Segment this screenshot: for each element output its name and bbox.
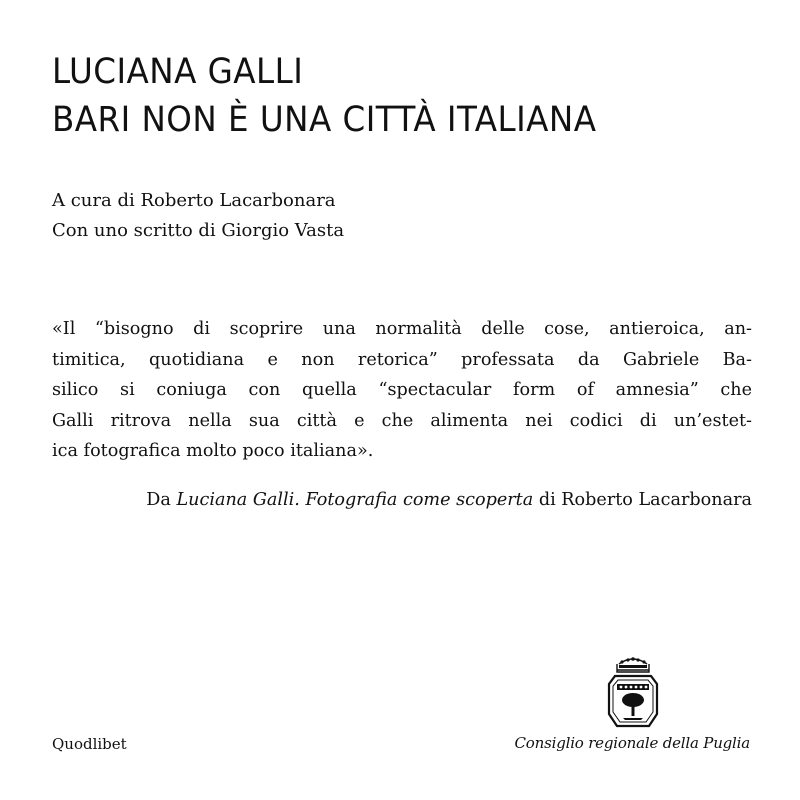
quote-block bbox=[52, 314, 752, 467]
quote-line: «Il “bisogno di scoprire una normalità delle cose, antieroica, an- bbox=[52, 319, 752, 339]
source-book-title: Luciana Galli. Fotografia come scoperta bbox=[176, 490, 534, 510]
publisher-name: Quodlibet bbox=[52, 735, 127, 753]
source-prefix: Da bbox=[146, 490, 171, 510]
author-name: LUCIANA GALLI bbox=[52, 52, 304, 92]
credits bbox=[52, 186, 344, 246]
book-title bbox=[52, 48, 772, 144]
quote-line: Galli ritrova nella sua città e che alimenta nei codici di un’estet- bbox=[52, 410, 752, 431]
quote-line: silico si coniuga con quella “spectacular form of amnesia” che bbox=[52, 380, 752, 400]
quote-line: ica fotografica molto poco italiana». bbox=[52, 441, 374, 461]
source-author: di Roberto Lacarbonara bbox=[538, 490, 752, 510]
essay-credit: Con uno scritto di Giorgio Vasta bbox=[52, 220, 345, 241]
editor-credit: A cura di Roberto Lacarbonara bbox=[52, 190, 336, 211]
book-subtitle: BARI NON È UNA CITTÀ ITALIANA bbox=[52, 100, 597, 140]
puglia-coat-of-arms-icon bbox=[605, 650, 661, 732]
quote-line: timitica, quotidiana e non retorica” professata da Gabriele Ba- bbox=[52, 349, 752, 370]
quote-source bbox=[146, 485, 752, 515]
regional-council-name: Consiglio regionale della Puglia bbox=[514, 734, 750, 752]
